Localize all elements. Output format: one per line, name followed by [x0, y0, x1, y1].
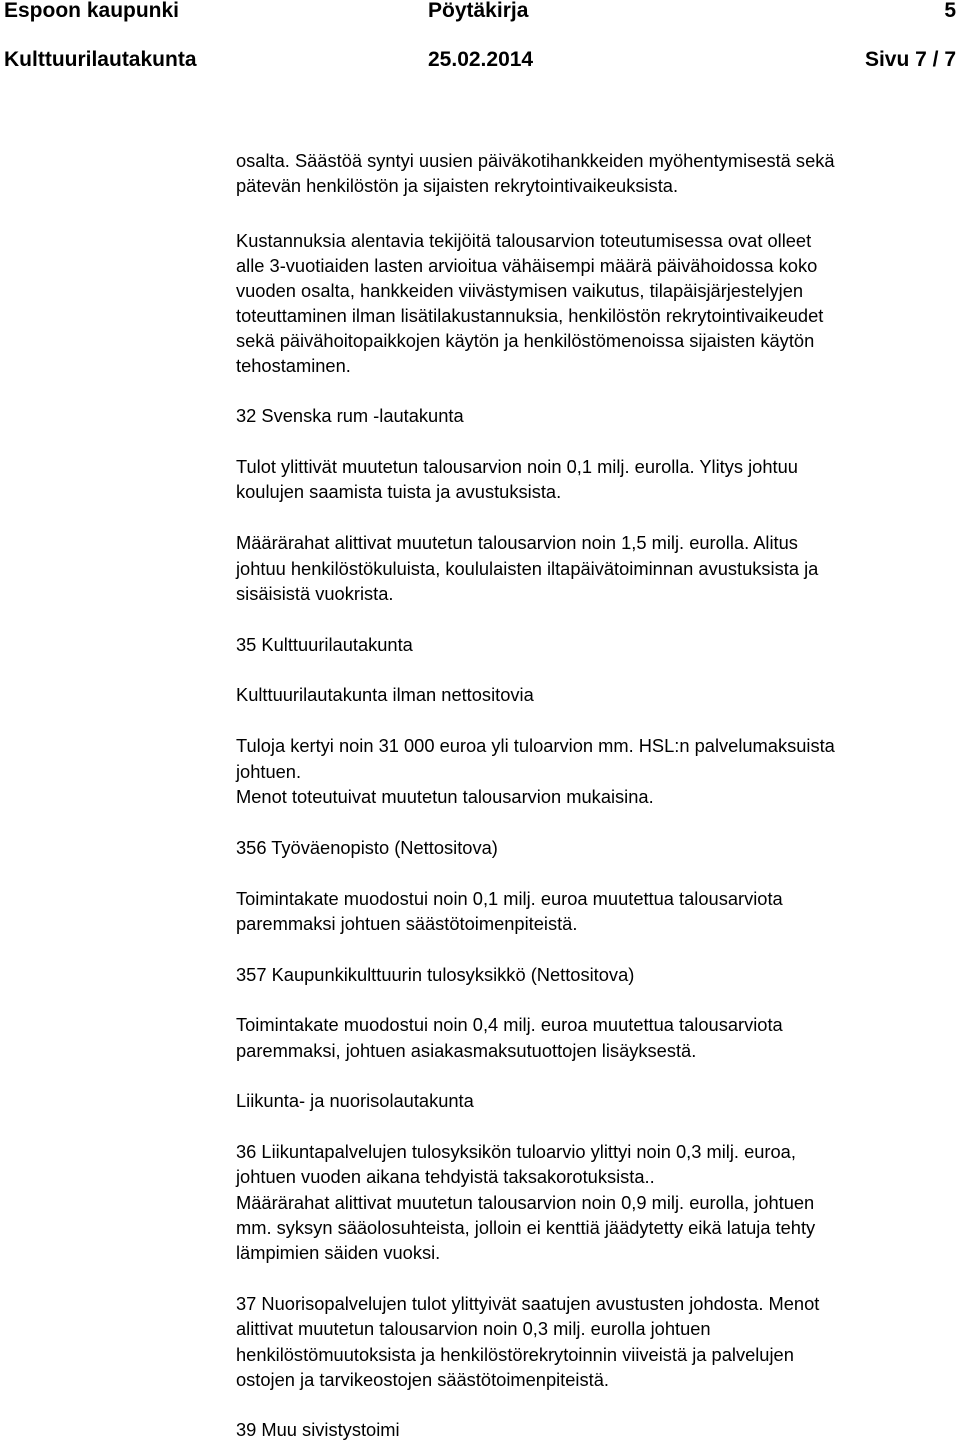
- text-line: 36 Liikuntapalvelujen tulosyksikön tuloarvio ylittyi noin 0,3 milj. euroa,: [236, 1141, 796, 1162]
- text-line: ostojen ja tarvikeostojen säästötoimenpiteistä.: [236, 1369, 609, 1390]
- text-line: johtuu henkilöstökuluista, koululaisten iltapäivätoiminnan avustuksista ja: [236, 558, 819, 579]
- page-number: Sivu 7 / 7: [864, 48, 956, 71]
- text-line: sekä päivähoitopaikkojen käytön ja henkilöstömenoissa sijaisten käytön: [236, 330, 815, 351]
- committee-name: Kulttuurilautakunta: [4, 48, 197, 71]
- text-line: 37 Nuorisopalvelujen tulot ylittyivät saatujen avustusten johdosta. Menot: [236, 1293, 820, 1314]
- text-line: vuoden osalta, hankkeiden viivästymisen vaikutus, tilapäisjärjestelyjen: [236, 280, 804, 301]
- text-line: paremmaksi, johtuen asiakasmaksutuottojen lisäyksestä.: [236, 1040, 697, 1061]
- text-line: paremmaksi johtuen säästötoimenpiteistä.: [236, 913, 578, 934]
- text-line: alle 3-vuotiaiden lasten arvioitua vähäisempi määrä päivähoidossa koko: [236, 255, 818, 276]
- organization-name: Espoon kaupunki: [4, 0, 180, 22]
- section-heading: 357 Kaupunkikulttuurin tulosyksikkö (Nettositova): [236, 964, 635, 985]
- text-line: Kulttuurilautakunta ilman nettositovia: [236, 684, 534, 705]
- text-line: pätevän henkilöstön ja sijaisten rekrytointivaikeuksista.: [236, 175, 679, 196]
- header-row-top: [4, 0, 956, 26]
- section-heading: 32 Svenska rum -lautakunta: [236, 405, 464, 426]
- text-line: Toimintakate muodostui noin 0,4 milj. euroa muutettua talousarviota: [236, 1014, 783, 1035]
- text-line: osalta. Säästöä syntyi uusien päiväkotihankkeiden myöhentymisestä sekä: [236, 150, 835, 171]
- text-line: mm. syksyn sääolosuhteista, jolloin ei kenttiä jäädytetty eikä latuja tehty: [236, 1217, 816, 1238]
- text-line: johtuen.: [236, 761, 302, 782]
- text-line: Toimintakate muodostui noin 0,1 milj. euroa muutettua talousarviota: [236, 888, 783, 909]
- section-heading: 35 Kulttuurilautakunta: [236, 634, 413, 655]
- section-number: 5: [944, 0, 956, 22]
- document-type: Pöytäkirja: [428, 0, 529, 22]
- text-line: Määrärahat alittivat muutetun talousarvion noin 0,9 milj. eurolla, johtuen: [236, 1192, 815, 1213]
- text-line: koulujen saamista tuista ja avustuksista.: [236, 481, 562, 502]
- text-line: Määrärahat alittivat muutetun talousarvion noin 1,5 milj. eurolla. Alitus: [236, 532, 798, 553]
- section-heading: 356 Työväenopisto (Nettositova): [236, 837, 498, 858]
- meeting-date: 25.02.2014: [428, 48, 534, 71]
- text-line: Tuloja kertyi noin 31 000 euroa yli tuloarvion mm. HSL:n palvelumaksuista: [236, 735, 835, 756]
- text-line: henkilöstömuutoksista ja henkilöstörekrytoinnin viiveistä ja palvelujen: [236, 1344, 794, 1365]
- text-line: Tulot ylittivät muutetun talousarvion noin 0,1 milj. eurolla. Ylitys johtuu: [236, 456, 798, 477]
- text-line: tehostaminen.: [236, 355, 351, 376]
- section-heading: 39 Muu sivistystoimi: [236, 1419, 400, 1440]
- text-line: alittivat muutetun talousarvion noin 0,3 milj. eurolla johtuen: [236, 1318, 711, 1339]
- text-line: Kustannuksia alentavia tekijöitä talousarvion toteutumisessa ovat olleet: [236, 230, 812, 251]
- text-line: toteuttaminen ilman lisätilakustannuksia, henkilöstön rekrytointivaikeudet: [236, 305, 824, 326]
- section-heading: Liikunta- ja nuorisolautakunta: [236, 1090, 474, 1111]
- text-line: johtuen vuoden aikana tehdyistä taksakorotuksista..: [236, 1166, 655, 1187]
- text-line: Menot toteutuivat muutetun talousarvion mukaisina.: [236, 786, 654, 807]
- header-row-bottom: [4, 45, 956, 75]
- text-line: sisäisistä vuokrista.: [236, 583, 394, 604]
- text-line: lämpimien säiden vuoksi.: [236, 1242, 441, 1263]
